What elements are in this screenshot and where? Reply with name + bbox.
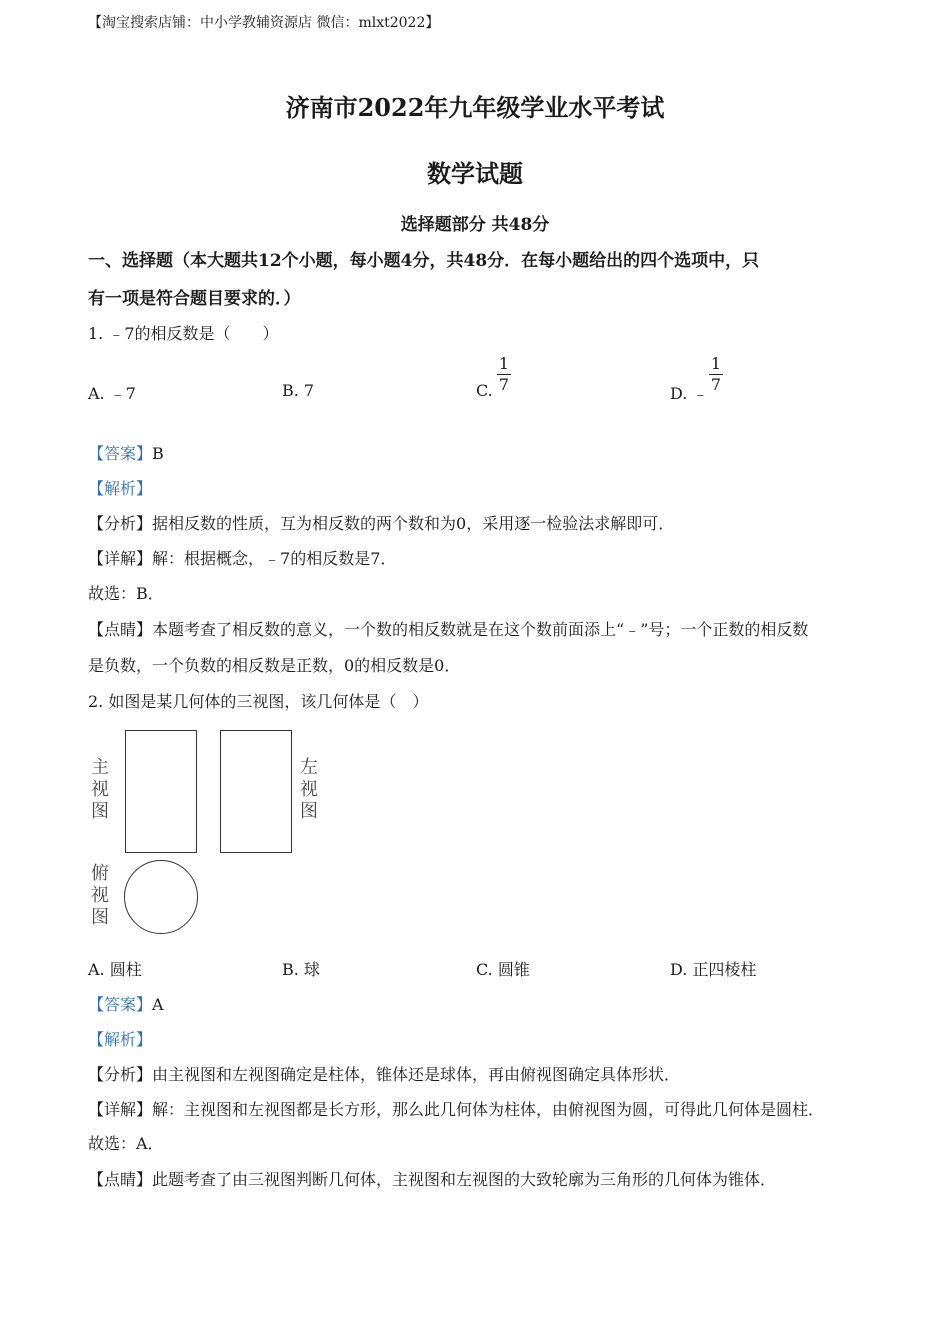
q2-option-a: A. 圆柱 — [88, 960, 142, 979]
q1-guxuan: 故选：B． — [88, 584, 164, 603]
answer-value: A — [152, 995, 164, 1014]
q1-option-c-fraction — [497, 355, 511, 394]
q1-xiangjie — [88, 546, 396, 569]
label-char: 左 — [300, 757, 318, 778]
q2-stem: 2. 如图是某几何体的三视图，该几何体是（ ） — [88, 692, 429, 711]
q2-answer — [88, 992, 164, 1015]
part-one-line1: 一、选择题（本大题共12个小题，每小题4分，共48分．在每小题给出的四个选项中，只 — [88, 251, 760, 271]
dianjing-text: 本题考查了相反数的意义，一个数的相反数就是在这个数前面添上“﹣”号；一个正数的相反数 — [152, 620, 809, 639]
q1-option-a: A. ﹣7 — [88, 384, 136, 403]
q2-dianjing — [88, 1167, 776, 1190]
shop-note: 【淘宝搜索店铺：中小学教辅资源店 微信：mlxt2022】 — [88, 15, 440, 31]
fenxi-text: 据相反数的性质，互为相反数的两个数和为0，采用逐一检验法求解即可． — [152, 514, 675, 533]
xiangjie-tag: 【详解】 — [88, 549, 153, 568]
fenxi-tag: 【分析】 — [88, 1065, 153, 1084]
q2-guxuan: 故选：A． — [88, 1134, 164, 1153]
q1-option-c-prefix: C. — [476, 381, 493, 400]
q1-option-c-denominator: 7 — [498, 375, 510, 394]
q1-option-d-numerator: 1 — [710, 354, 722, 373]
q1-fenxi — [88, 511, 674, 534]
dianjing-tag: 【点睛】 — [88, 1170, 153, 1189]
label-char: 主 — [91, 757, 109, 778]
label-char: 俯 — [91, 863, 109, 884]
q1-stem: 1. ﹣7的相反数是（ ） — [88, 324, 279, 343]
xiangjie-tag: 【详解】 — [88, 1100, 153, 1119]
q1-option-d-prefix: D. ﹣ — [670, 384, 709, 403]
q1-option-d-denominator: 7 — [710, 375, 722, 394]
left-view-rectangle — [220, 730, 292, 853]
label-char: 图 — [91, 907, 109, 928]
q2-option-b: B. 球 — [282, 960, 320, 979]
part-one-line2: 有一项是符合题目要求的．） — [88, 289, 301, 309]
q1-option-c-numerator: 1 — [498, 354, 510, 373]
q2-xiangjie — [88, 1097, 824, 1120]
xiangjie-text: 解：根据概念，﹣7的相反数是7． — [152, 549, 397, 568]
front-view-rectangle — [125, 730, 197, 853]
front-view-label — [90, 757, 110, 823]
dianjing-text: 此题考查了由三视图判断几何体，主视图和左视图的大致轮廓为三角形的几何体为锥体． — [152, 1170, 777, 1189]
label-char: 图 — [300, 801, 318, 822]
answer-value: B — [152, 444, 164, 463]
q1-answer — [88, 441, 164, 464]
q1-analysis-tag: 【解析】 — [88, 479, 153, 498]
dianjing-tag: 【点睛】 — [88, 620, 153, 639]
label-char: 图 — [91, 801, 109, 822]
q2-option-c: C. 圆锥 — [476, 960, 530, 979]
fenxi-text: 由主视图和左视图确定是柱体，锥体还是球体，再由俯视图确定具体形状． — [152, 1065, 681, 1084]
answer-tag: 【答案】 — [88, 444, 153, 463]
subject-title: 数学试题 — [427, 159, 523, 188]
label-char: 视 — [91, 779, 109, 800]
q1-dianjing-line2: 是负数，一个负数的相反数是正数，0的相反数是0． — [88, 656, 461, 675]
q1-option-b: B. 7 — [282, 381, 315, 400]
label-char: 视 — [300, 779, 318, 800]
q2-analysis-tag: 【解析】 — [88, 1030, 153, 1049]
left-view-label — [299, 757, 319, 823]
top-view-circle — [124, 860, 198, 934]
q2-fenxi — [88, 1062, 680, 1085]
section-heading: 选择题部分 共48分 — [400, 215, 550, 235]
xiangjie-text: 解：主视图和左视图都是长方形，那么此几何体为柱体，由俯视图为圆，可得此几何体是圆柱． — [152, 1100, 825, 1119]
exam-title: 济南市2022年九年级学业水平考试 — [285, 93, 665, 122]
top-view-label — [90, 863, 110, 929]
q1-dianjing-line1 — [88, 617, 808, 640]
answer-tag: 【答案】 — [88, 995, 153, 1014]
q1-option-d-fraction — [709, 355, 723, 394]
fenxi-tag: 【分析】 — [88, 514, 153, 533]
label-char: 视 — [91, 885, 109, 906]
q2-option-d: D. 正四棱柱 — [670, 960, 757, 979]
